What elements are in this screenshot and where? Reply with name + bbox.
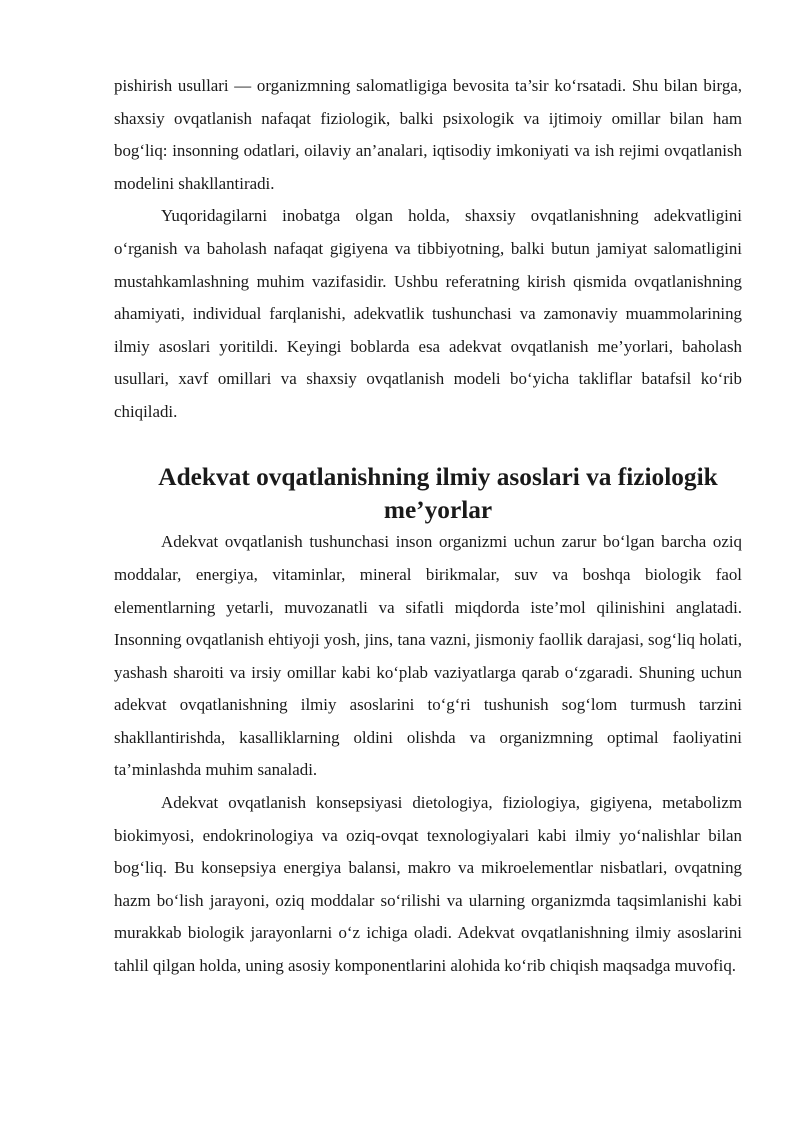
paragraph-intro-continuation: pishirish usullari — organizmning salomatligiga bevosita ta’sir ko‘rsatadi. Shu bilan birga, shaxsiy ovqatlanish nafaqat fiziologik, balki psixologik va ijtimoiy omillar bilan ham bog‘liq: insonning odatlari, oilaviy an’analari, iqtisodiy imkoniyati va ish rejimi ovqatlanish modelini shakllantiradi. [114, 76, 742, 193]
paragraph-intro-summary: Yuqoridagilarni inobatga olgan holda, shaxsiy ovqatlanishning adekvatligini o‘rganish va baholash nafaqat gigiyena va tibbiyotning, balki butun jamiyat salomatligini mustahkamlashning muhim vazifasidir. Ushbu referatning kirish qismida ovqatlanishning ahamiyati, individual farqlanishi, adekvatlik tushunchasi va zamonaviy muammolarining ilmiy asoslari yoritildi. Keyingi boblarda esa adekvat ovqatlanish me’yorlari, baholash usullari, xavf omillari va shaxsiy ovqatlanish modeli bo‘yicha takliflar batafsil ko‘rib chiqiladi. [114, 206, 742, 421]
paragraph-section-definition: Adekvat ovqatlanish tushunchasi inson organizmi uchun zarur bo‘lgan barcha oziq moddalar, energiya, vitaminlar, mineral birikmalar, suv va boshqa biologik faol elementlarning yetarli, muvozanatli va sifatli miqdorda iste’mol qilinishini anglatadi. Insonning ovqatlanish ehtiyoji yosh, jins, tana vazni, jismoniy faollik darajasi, sog‘liq holati, yashash sharoiti va irsiy omillar kabi ko‘plab vaziyatlarga qarab o‘zgaradi. Shuning uchun adekvat ovqatlanishning ilmiy asoslarini to‘g‘ri tushunish sog‘lom turmush tarzini shakllantirishda, kasalliklarning oldini olishda va organizmning optimal faoliyatini ta’minlashda muhim sanaladi. [114, 532, 742, 780]
paragraph-section-concept: Adekvat ovqatlanish konsepsiyasi dietologiya, fiziologiya, gigiyena, metabolizm biokimyosi, endokrinologiya va oziq-ovqat texnologiyalari kabi ilmiy yo‘nalishlar bilan bog‘liq. Bu konsepsiya energiya balansi, makro va mikroelementlar nisbatlari, ovqatning hazm bo‘lish jarayoni, oziq moddalar so‘rilishi va ularning organizmda taqsimlanishi kabi murakkab biologik jarayonlarni o‘z ichiga oladi. Adekvat ovqatlanishning ilmiy asoslarini tahlil qilgan holda, uning asosiy komponentlarini alohida ko‘rib chiqish maqsadga muvofiq. [114, 793, 742, 976]
section-heading: Adekvat ovqatlanishning ilmiy asoslari va fiziologik me’yorlar [158, 463, 718, 524]
document-page [114, 70, 742, 983]
